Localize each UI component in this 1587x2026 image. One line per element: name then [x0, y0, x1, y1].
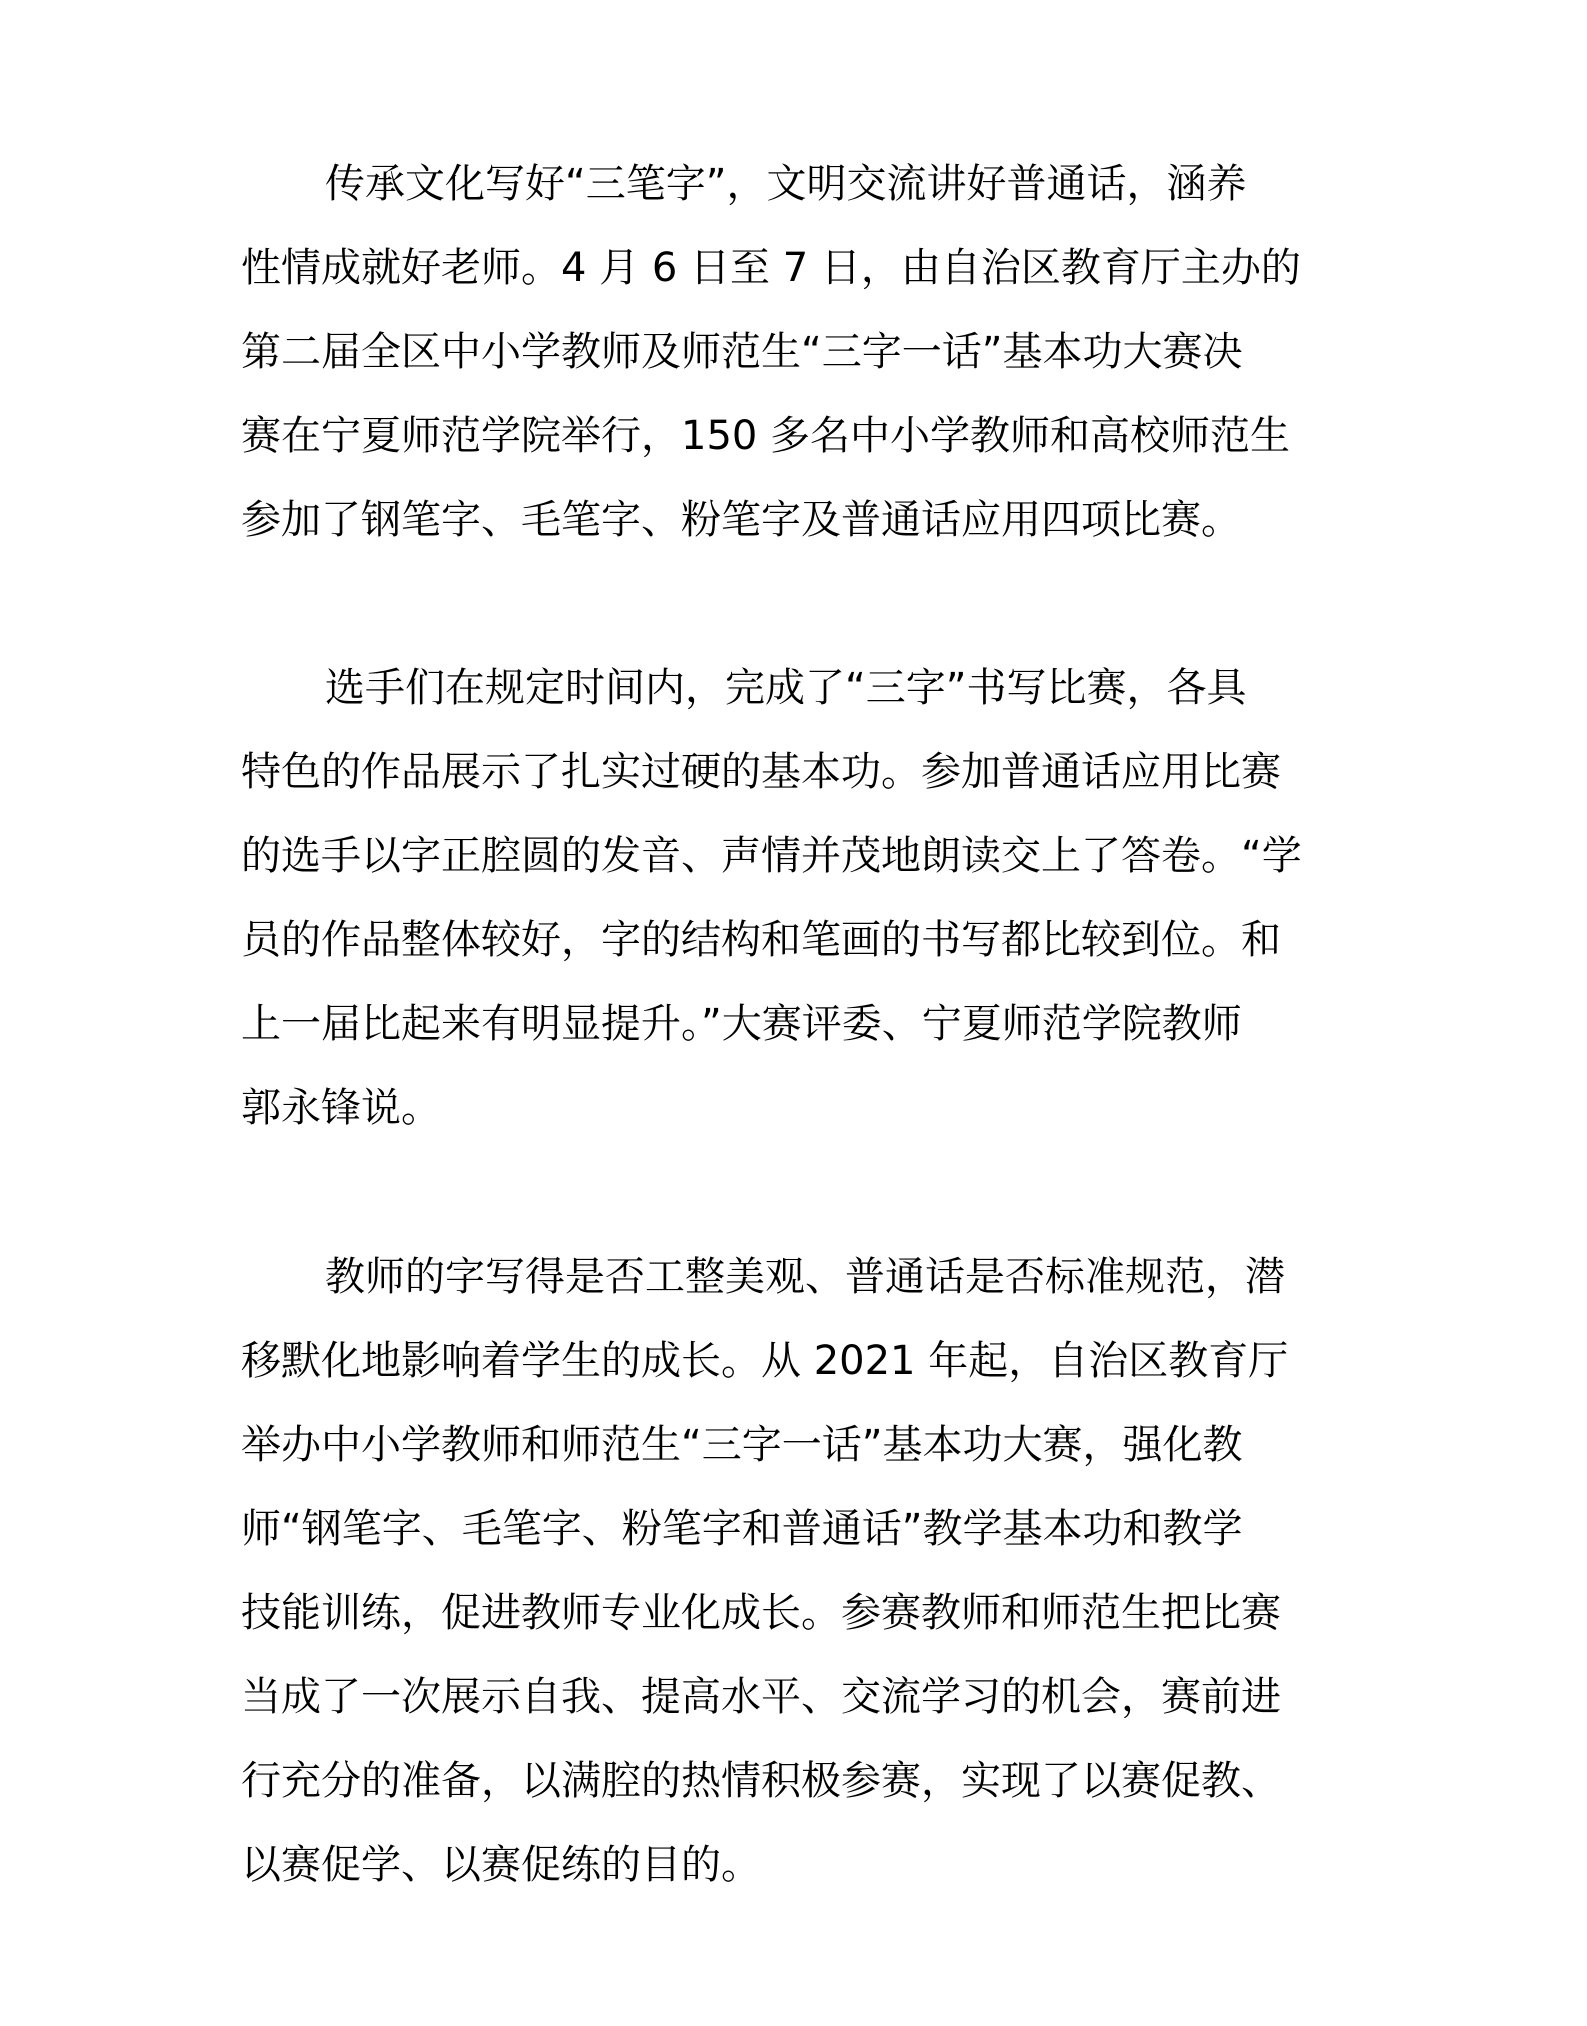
paragraph-line: 性情成就好老师。4 月 6 日至 7 日，由自治区教育厅主办的	[241, 245, 1301, 291]
paragraph-line: 行充分的准备，以满腔的热情积极参赛，实现了以赛促教、	[241, 1758, 1281, 1804]
paragraph-line: 参加了钢笔字、毛笔字、粉笔字及普通话应用四项比赛。	[241, 497, 1241, 543]
paragraph-line: 赛在宁夏师范学院举行，150 多名中小学教师和高校师范生	[241, 413, 1291, 459]
paragraph-line: 选手们在规定时间内，完成了“三字”书写比赛，各具	[325, 665, 1247, 711]
paragraph-line: 特色的作品展示了扎实过硬的基本功。参加普通话应用比赛	[241, 749, 1281, 795]
paragraph-line: 传承文化写好“三笔字”，文明交流讲好普通话，涵养	[325, 161, 1247, 207]
paragraph-line: 当成了一次展示自我、提高水平、交流学习的机会，赛前进	[241, 1674, 1281, 1720]
paragraph-line: 师“钢笔字、毛笔字、粉笔字和普通话”教学基本功和教学	[241, 1506, 1243, 1552]
paragraph-line: 技能训练，促进教师专业化成长。参赛教师和师范生把比赛	[241, 1590, 1281, 1636]
paragraph-line: 的选手以字正腔圆的发音、声情并茂地朗读交上了答卷。“学	[241, 833, 1302, 879]
paragraph-line: 移默化地影响着学生的成长。从 2021 年起，自治区教育厅	[241, 1338, 1289, 1384]
paragraph-line: 员的作品整体较好，字的结构和笔画的书写都比较到位。和	[241, 917, 1281, 963]
paragraph-line: 教师的字写得是否工整美观、普通话是否标准规范，潜	[325, 1254, 1285, 1300]
paragraph-line: 举办中小学教师和师范生“三字一话”基本功大赛，强化教	[241, 1422, 1243, 1468]
paragraph-line: 第二届全区中小学教师及师范生“三字一话”基本功大赛决	[241, 329, 1243, 375]
paragraph-line: 上一届比起来有明显提升。”大赛评委、宁夏师范学院教师	[241, 1001, 1242, 1047]
paragraph-line: 郭永锋说。	[241, 1085, 441, 1131]
paragraph-line: 以赛促学、以赛促练的目的。	[241, 1842, 761, 1888]
